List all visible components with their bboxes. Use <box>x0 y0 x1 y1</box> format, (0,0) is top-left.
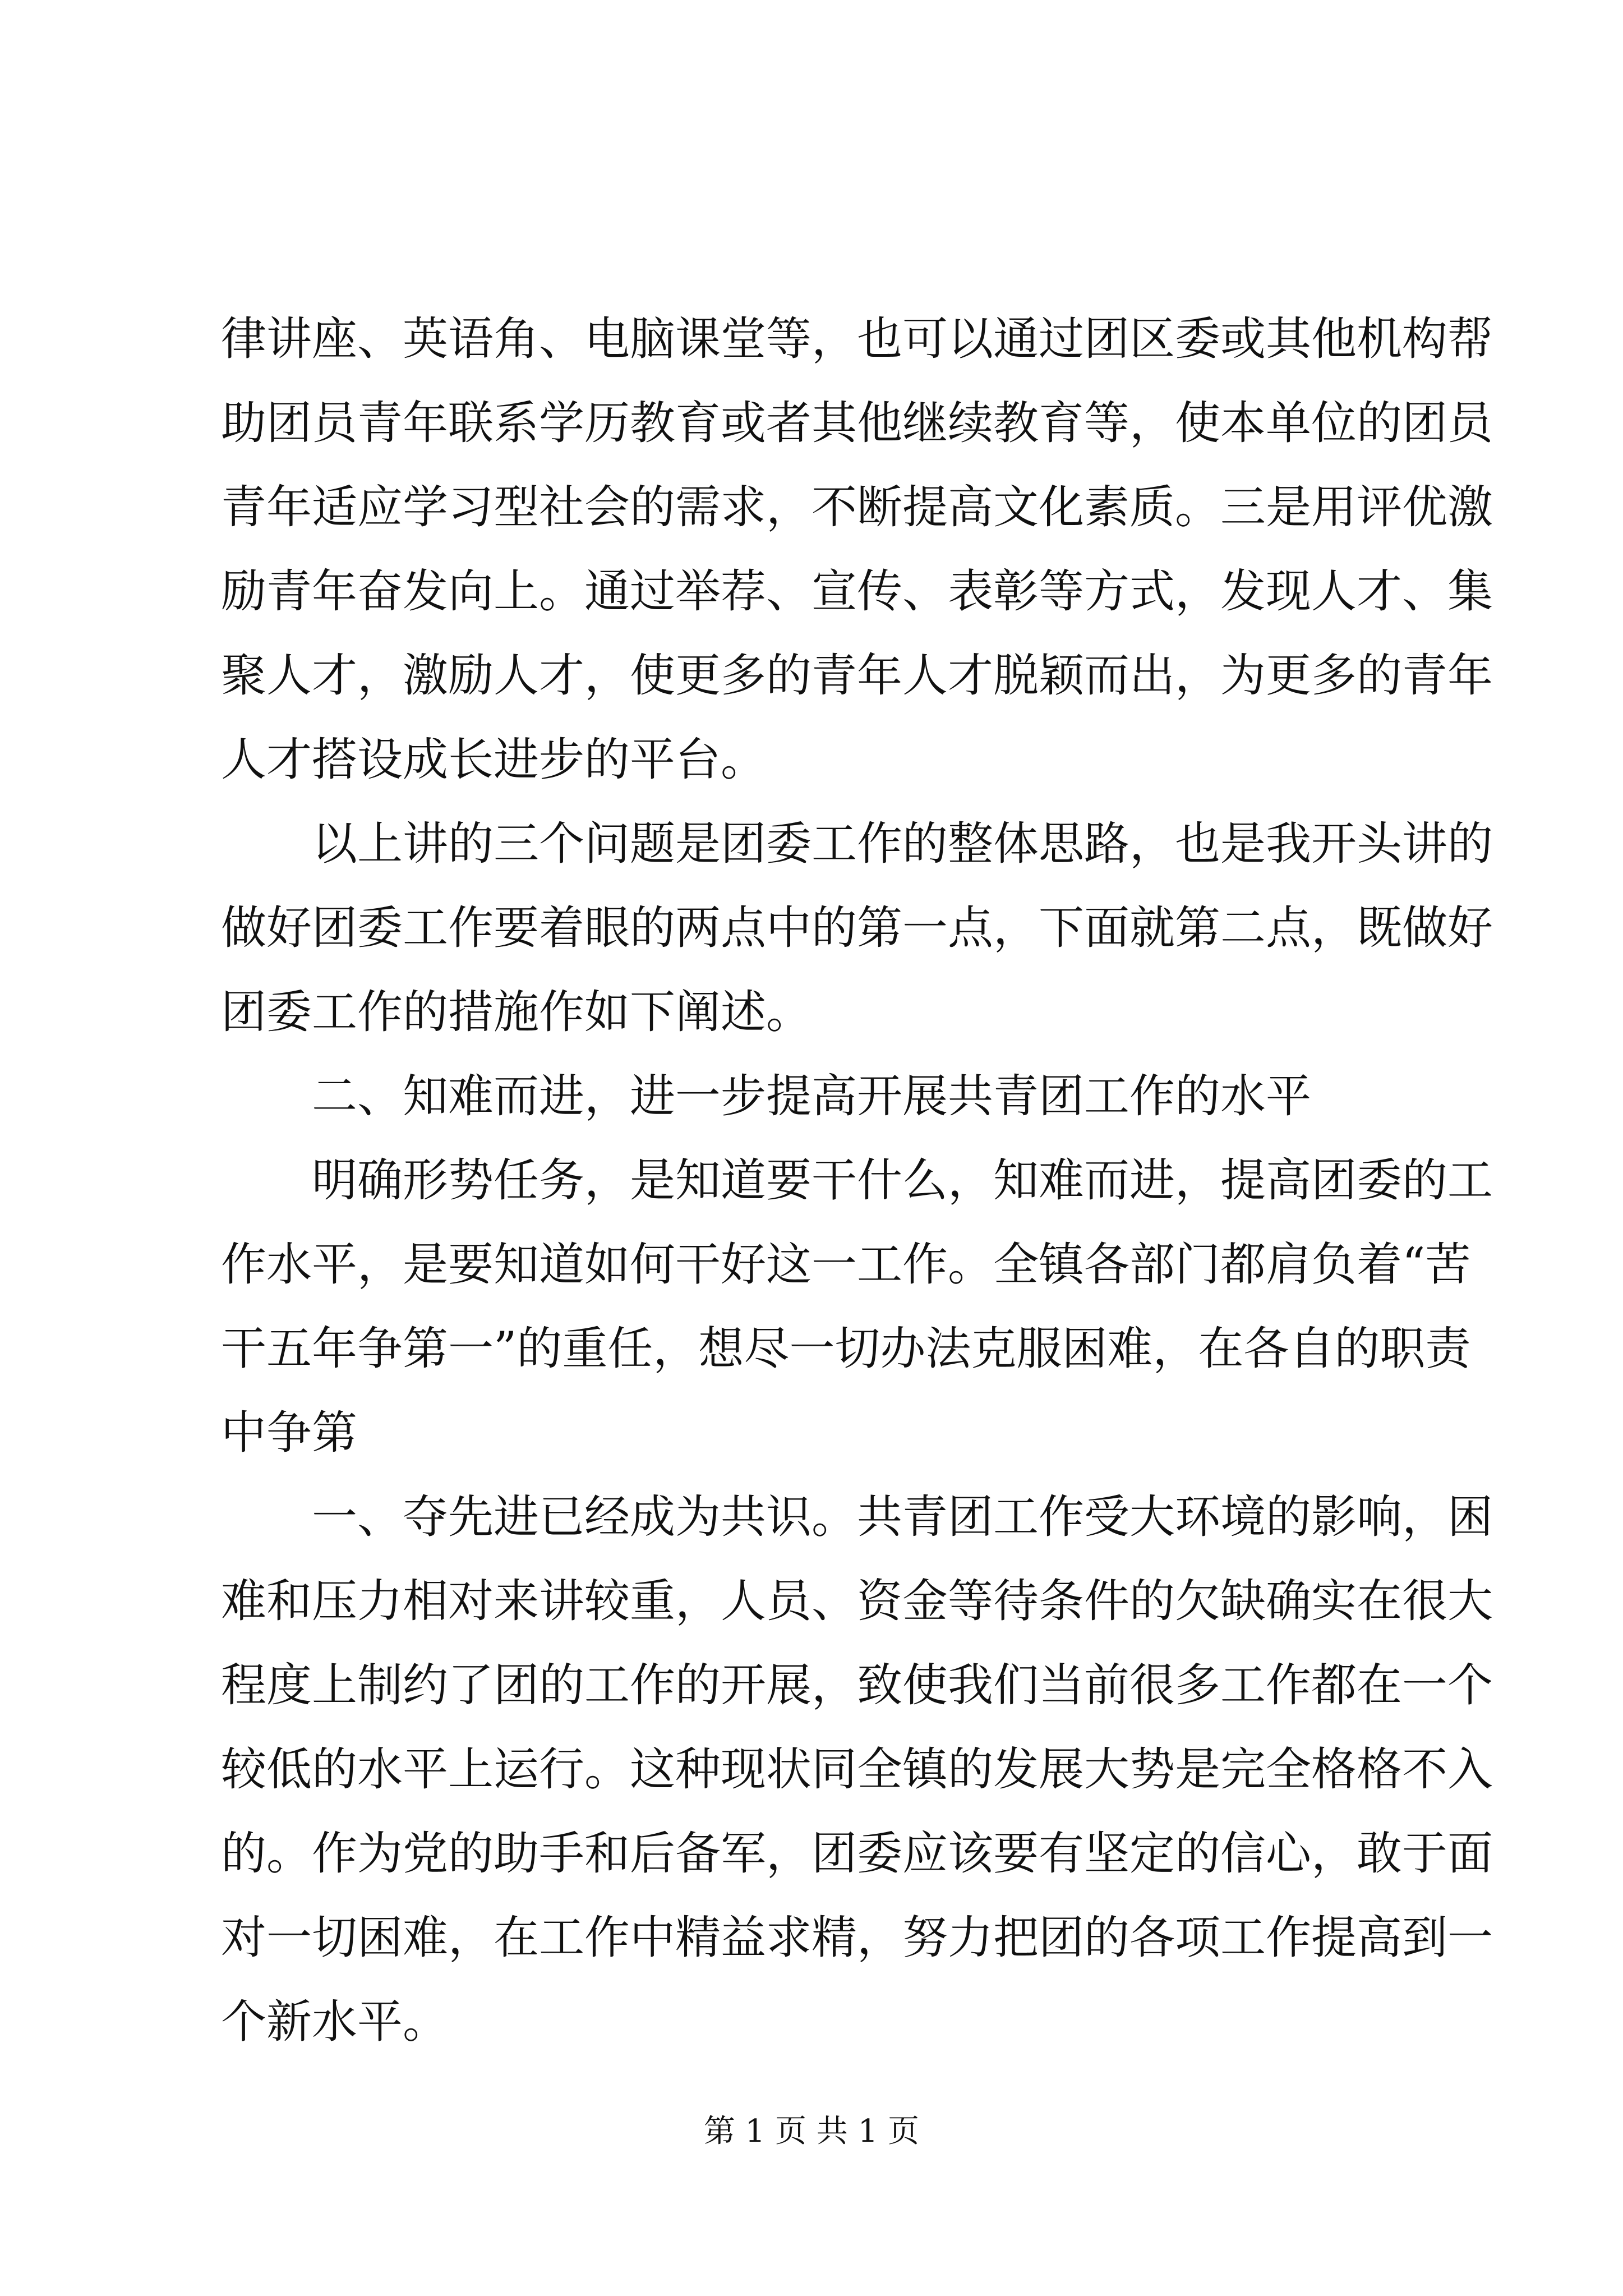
text-line: 助团员青年联系学历教育或者其他继续教育等，使本单位的团员 <box>221 397 1493 450</box>
text-line: 做好团委工作要着眼的两点中的第一点，下面就第二点，既做好 <box>221 902 1493 955</box>
text-line: 对一切困难，在工作中精益求精，努力把团的各项工作提高到一 <box>221 1912 1493 1964</box>
page-footer <box>0 2109 1623 2154</box>
text-line: 个新水平。 <box>221 1996 449 2049</box>
text-line: 励青年奋发向上。通过举荐、宣传、表彰等方式，发现人才、集 <box>221 565 1493 618</box>
text-line: 干五年争第一”的重任，想尽一切办法克服困难，在各自的职责 <box>221 1323 1471 1375</box>
text-line: 程度上制约了团的工作的开展，致使我们当前很多工作都在一个 <box>221 1659 1493 1712</box>
text-line: 难和压力相对来讲较重，人员、资金等待条件的欠缺确实在很大 <box>221 1575 1493 1628</box>
text-line: 的。作为党的助手和后备军，团委应该要有坚定的信心，敢于面 <box>221 1828 1493 1880</box>
page-number: 第 1 页 共 1 页 <box>703 2113 920 2150</box>
text-line: 中争第 <box>221 1407 358 1460</box>
text-line: 律讲座、英语角、电脑课堂等，也可以通过团区委或其他机构帮 <box>221 313 1493 366</box>
text-line: 人才搭设成长进步的平台。 <box>221 734 767 786</box>
document-body <box>221 297 1493 2064</box>
text-line: 以上讲的三个问题是团委工作的整体思路，也是我开头讲的 <box>312 818 1493 871</box>
text-line: 作水平，是要知道如何干好这一工作。全镇各部门都肩负着“苦 <box>221 1239 1471 1291</box>
text-line: 团委工作的措施作如下阐述。 <box>221 986 812 1039</box>
section-heading: 二、知难而进，进一步提高开展共青团工作的水平 <box>312 1070 1312 1123</box>
text-line: 明确形势任务，是知道要干什么，知难而进，提高团委的工 <box>312 1154 1493 1207</box>
text-line: 较低的水平上运行。这种现状同全镇的发展大势是完全格格不入 <box>221 1743 1493 1796</box>
text-line: 青年适应学习型社会的需求，不断提高文化素质。三是用评优激 <box>221 481 1493 534</box>
text-line: 一、夺先进已经成为共识。共青团工作受大环境的影响，困 <box>312 1491 1493 1544</box>
text-line: 聚人才，激励人才，使更多的青年人才脱颖而出，为更多的青年 <box>221 650 1493 702</box>
